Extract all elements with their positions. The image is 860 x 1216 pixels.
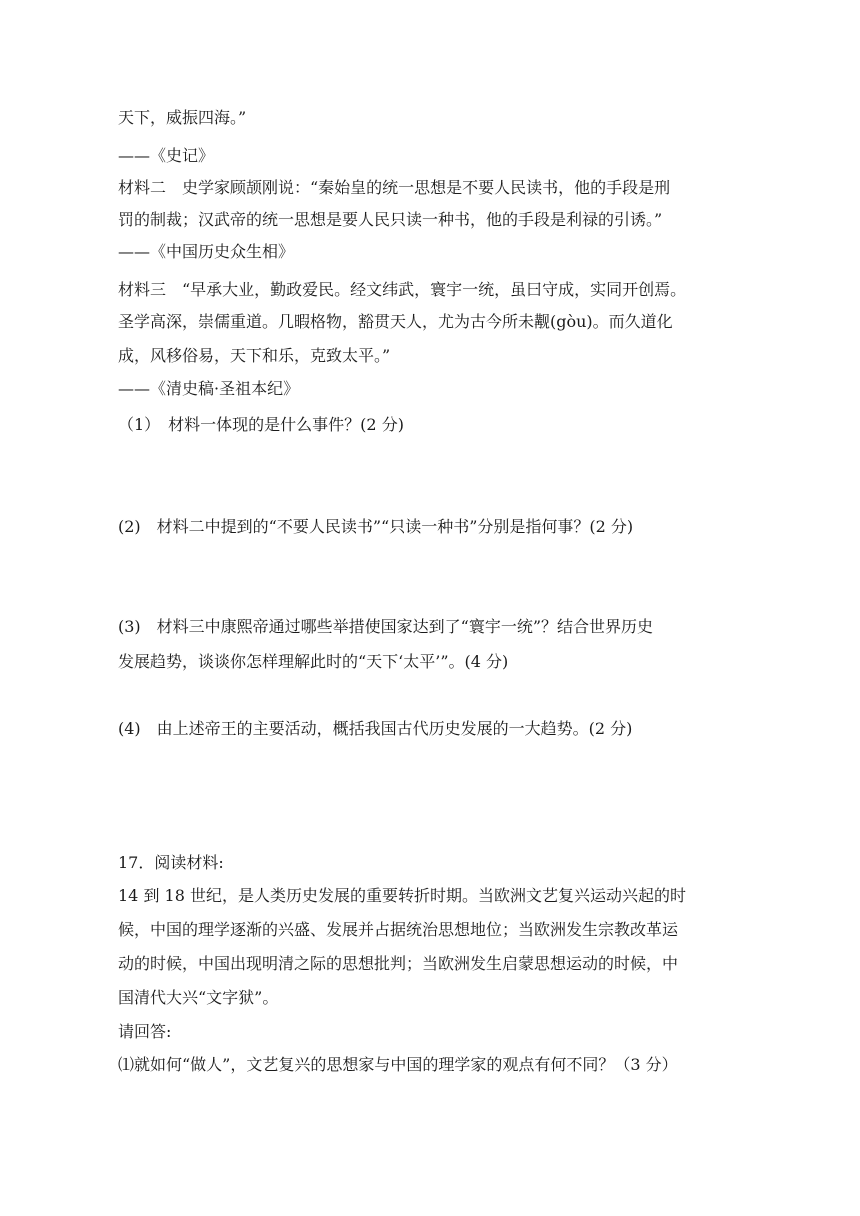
text-line: 候，中国的理学逐渐的兴盛、发展并占据统治思想地位；当欧洲发生宗教改革运 xyxy=(118,920,679,939)
text-line: 国清代大兴“文字狱”。 xyxy=(118,988,279,1007)
text-line: 材料三 “早承大业，勤政爱民。经文纬武，寰宇一统，虽曰守成，实同开创焉。 xyxy=(118,280,687,299)
text-line: 罚的制裁；汉武帝的统一思想是要人民只读一种书，他的手段是利禄的引诱。” xyxy=(118,210,663,229)
text-line: 动的时候，中国出现明清之际的思想批判；当欧洲发生启蒙思想运动的时候，中 xyxy=(118,954,679,973)
question: ⑴就如何“做人”，文艺复兴的思想家与中国的理学家的观点有何不同？（3 分） xyxy=(118,1055,678,1074)
text-line: 天下，威振四海。” xyxy=(118,108,247,127)
text-line: 材料二 史学家顾颉刚说：“秦始皇的统一思想是不要人民读书，他的手段是刑 xyxy=(118,178,671,197)
text-line: 圣学高深，崇儒重道。几暇格物，豁贯天人，尤为古今所未觏(gòu)。而久道化 xyxy=(118,312,673,331)
question-heading: 17．阅读材料: xyxy=(118,853,224,872)
question: (4) 由上述帝王的主要活动，概括我国古代历史发展的一大趋势。(2 分) xyxy=(118,719,633,738)
text-line: 14 到 18 世纪，是人类历史发展的重要转折时期。当欧洲文艺复兴运动兴起的时 xyxy=(118,886,686,905)
source-citation: ——《清史稿·圣祖本纪》 xyxy=(118,379,300,398)
source-citation: ——《史记》 xyxy=(118,146,215,165)
text-line: 成，风移俗易，天下和乐，克致太平。” xyxy=(118,346,391,365)
question: （1） 材料一体现的是什么事件？(2 分) xyxy=(118,415,404,434)
question: (3) 材料三中康熙帝通过哪些举措使国家达到了“寰宇一统”？结合世界历史 xyxy=(118,617,654,636)
text-line: 请回答: xyxy=(118,1022,172,1041)
source-citation: ——《中国历史众生相》 xyxy=(118,242,295,261)
question: 发展趋势，谈谈你怎样理解此时的“天下‘太平’”。(4 分) xyxy=(118,652,509,671)
question: (2) 材料二中提到的“不要人民读书”“只读一种书”分别是指何事？(2 分) xyxy=(118,517,634,536)
